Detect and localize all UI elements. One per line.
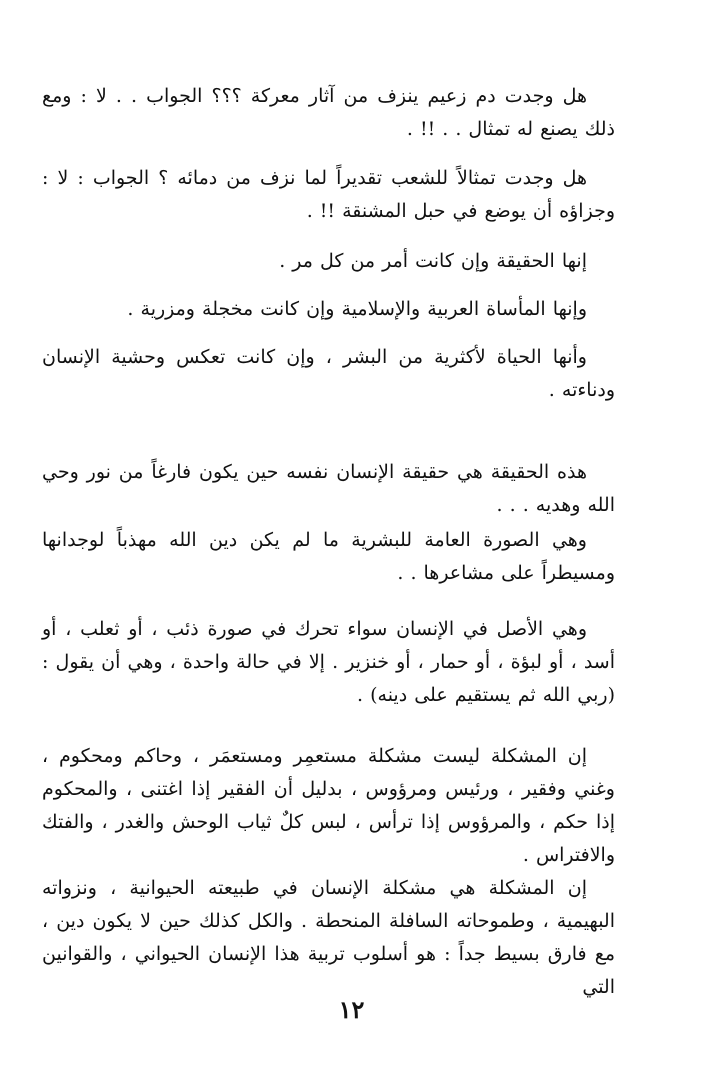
paragraph-4: وإنها المأساة العربية والإسلامية وإن كانت مخجلة ومزرية . [127,298,587,320]
paragraph-2: هل وجدت تمثالاً للشعب تقديراً لما نزف من دمائه ؟ الجواب : لا : وجزاؤه أن يوضع في حبل المشنقة !! . [42,167,615,222]
paragraph-5: وأنها الحياة لأكثرية من البشر ، وإن كانت تعكس وحشية الإنسان ودناءته . [42,346,615,401]
page-number: ١٢ [338,995,365,1024]
paragraph-8: وهي الأصل في الإنسان سواء تحرك في صورة ذئب ، أو ثعلب ، أو أسد ، أو لبؤة ، أو حمار ، أو خنزير . إلا في حالة واحدة ، وهي أن يقول : (ربي الله ثم يستقيم على دينه) . [42,618,615,706]
paragraph-7: وهي الصورة العامة للبشرية ما لم يكن دين الله مهذباً لوجدانها ومسيطراً على مشاعرها . . [42,529,615,584]
paragraph-6: هذه الحقيقة هي حقيقة الإنسان نفسه حين يكون فارغاً من نور وحي الله وهديه . . . [42,461,615,516]
paragraph-1: هل وجدت دم زعيم ينزف من آثار معركة ؟؟؟ الجواب . . لا : ومع ذلك يصنع له تمثال . . !! . [42,85,615,140]
paragraph-10: إن المشكلة هي مشكلة الإنسان في طبيعته الحيوانية ، ونزواته البهيمية ، وطموحاته السافلة المنحطة . والكل كذلك حين لا يكون دين ، مع فارق بسيط جداً : هو أسلوب تربية هذا الإنسان الحيواني ، والقوانين التي [42,877,615,998]
paragraph-9: إن المشكلة ليست مشكلة مستعمِر ومستعمَر ، وحاكم ومحكوم ، وغني وفقير ، ورئيس ومرؤوس ، بدليل أن الفقير إذا اغتنى ، والمحكوم إذا حكم ، والمرؤوس إذا ترأس ، لبس كلٌ ثياب الوحش والغدر ، والفتك والافتراس . [42,745,615,866]
paragraph-3: إنها الحقيقة وإن كانت أمر من كل مر . [279,250,587,272]
